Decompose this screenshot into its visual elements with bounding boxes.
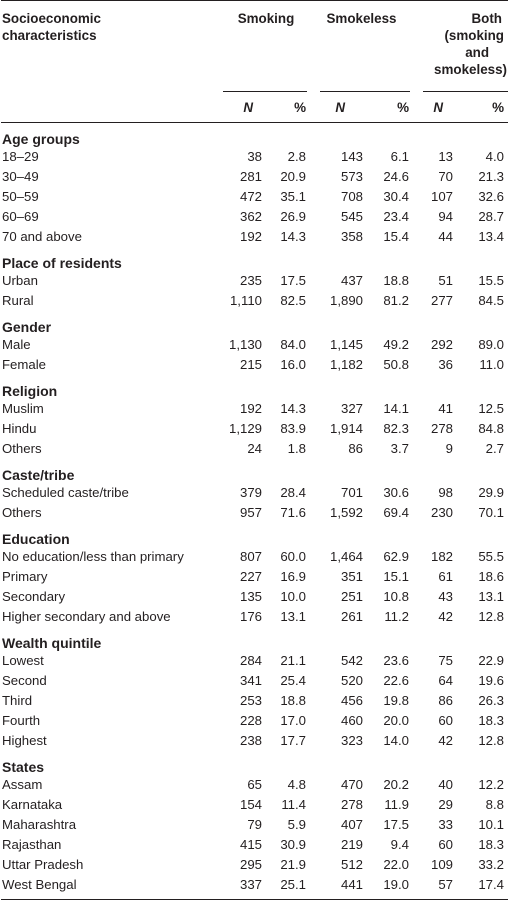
row-label: Female: [2, 357, 46, 372]
smokeless-pct-cell: 30.6: [383, 485, 409, 500]
smoking-pct-cell: 82.5: [280, 293, 306, 308]
both-pct-cell: 28.7: [478, 209, 504, 224]
table-row: [1, 547, 508, 567]
smoking-n-cell: 235: [239, 273, 262, 288]
smoking-n-cell: 472: [239, 189, 262, 204]
smokeless-n-cell: 573: [340, 169, 363, 184]
smokeless-pct-cell: 82.3: [383, 421, 409, 436]
smokeless-pct-cell: 15.4: [383, 229, 409, 244]
smokeless-pct-cell: 10.8: [383, 589, 409, 604]
smokeless-n-cell: 701: [340, 485, 363, 500]
smokeless-n-cell: 1,145: [329, 337, 363, 352]
subheader-smokeless-pct: %: [397, 99, 409, 115]
both-pct-cell: 32.6: [478, 189, 504, 204]
both-pct-cell: 12.8: [478, 609, 504, 624]
row-label: 60–69: [2, 209, 39, 224]
row-label: West Bengal: [2, 877, 77, 892]
table-row: [1, 671, 508, 691]
row-label: No education/less than primary: [2, 549, 184, 564]
both-pct-cell: 10.1: [478, 817, 504, 832]
table-row: [1, 439, 508, 459]
both-pct-cell: 33.2: [478, 857, 504, 872]
smokeless-pct-cell: 69.4: [383, 505, 409, 520]
header-both-line1: Both: [471, 11, 502, 26]
smoking-n-cell: 1,130: [228, 337, 262, 352]
row-label: Assam: [2, 777, 43, 792]
smokeless-pct-cell: 62.9: [383, 549, 409, 564]
row-label: Higher secondary and above: [2, 609, 171, 624]
both-n-cell: 13: [438, 149, 453, 164]
smoking-n-cell: 192: [239, 229, 262, 244]
smokeless-pct-cell: 14.0: [383, 733, 409, 748]
both-n-cell: 75: [438, 653, 453, 668]
section-header-row: [1, 523, 508, 547]
both-n-cell: 57: [438, 877, 453, 892]
both-pct-cell: 70.1: [478, 505, 504, 520]
header-row: [1, 1, 508, 78]
smoking-n-cell: 154: [239, 797, 262, 812]
row-label: 18–29: [2, 149, 39, 164]
smoking-n-cell: 1,110: [229, 293, 262, 308]
smoking-n-cell: 38: [247, 149, 262, 164]
smoking-pct-cell: 71.6: [280, 505, 306, 520]
smoking-pct-cell: 5.9: [287, 817, 306, 832]
table-row: [1, 711, 508, 731]
header-smokeless: [310, 1, 413, 78]
smoking-pct-cell: 17.0: [280, 713, 306, 728]
smokeless-pct-cell: 14.1: [383, 401, 409, 416]
smokeless-n-cell: 1,914: [329, 421, 363, 436]
smokeless-n-cell: 86: [348, 441, 363, 456]
smokeless-n-cell: 1,182: [329, 357, 363, 372]
table-row: [1, 691, 508, 711]
subheader-smoking-n: N: [243, 99, 253, 115]
table-row: [1, 815, 508, 835]
smokeless-n-cell: 1,890: [329, 293, 363, 308]
smoking-n-cell: 295: [239, 857, 262, 872]
table-row: [1, 775, 508, 795]
both-n-cell: 43: [438, 589, 453, 604]
both-n-cell: 51: [438, 273, 453, 288]
smoking-n-cell: 957: [239, 505, 262, 520]
both-n-cell: 182: [430, 549, 453, 564]
smokeless-n-cell: 251: [340, 589, 363, 604]
table-row: [1, 731, 508, 751]
row-label: Uttar Pradesh: [2, 857, 84, 872]
row-label: Male: [2, 337, 31, 352]
smoking-pct-cell: 83.9: [280, 421, 306, 436]
smokeless-pct-cell: 49.2: [383, 337, 409, 352]
row-label: 50–59: [2, 189, 39, 204]
smoking-pct-cell: 13.1: [280, 609, 306, 624]
section-header-row: [1, 459, 508, 483]
both-pct-cell: 12.8: [478, 733, 504, 748]
both-pct-cell: 2.7: [485, 441, 504, 456]
both-n-cell: 64: [438, 673, 453, 688]
table-row: [1, 567, 508, 587]
smokeless-pct-cell: 18.8: [383, 273, 409, 288]
header-both-line4: smokeless): [434, 62, 507, 77]
smoking-n-cell: 65: [247, 777, 262, 792]
smokeless-n-cell: 520: [340, 673, 363, 688]
both-n-cell: 9: [445, 441, 453, 456]
row-label: Hindu: [2, 421, 37, 436]
header-smokeless-text: Smokeless: [326, 11, 397, 26]
smokeless-pct-cell: 11.9: [384, 797, 409, 812]
smokeless-pct-cell: 6.1: [390, 149, 409, 164]
smokeless-n-cell: 327: [340, 401, 363, 416]
both-pct-cell: 26.3: [478, 693, 504, 708]
row-label: Secondary: [2, 589, 66, 604]
smoking-pct-cell: 17.5: [280, 273, 306, 288]
both-n-cell: 61: [438, 569, 453, 584]
smokeless-n-cell: 460: [340, 713, 363, 728]
smokeless-pct-cell: 20.2: [383, 777, 409, 792]
smoking-pct-cell: 17.7: [280, 733, 306, 748]
row-label: Third: [2, 693, 33, 708]
both-pct-cell: 12.5: [478, 401, 504, 416]
row-label: Rural: [2, 293, 34, 308]
smokeless-pct-cell: 17.5: [383, 817, 409, 832]
smokeless-pct-cell: 15.1: [383, 569, 409, 584]
both-pct-cell: 4.0: [485, 149, 504, 164]
section-header-row: [1, 751, 508, 775]
both-pct-cell: 13.4: [478, 229, 504, 244]
row-label: Lowest: [2, 653, 44, 668]
section-title: Wealth quintile: [2, 635, 102, 651]
smoking-pct-cell: 16.9: [280, 569, 306, 584]
smokeless-pct-cell: 22.0: [383, 857, 409, 872]
both-n-cell: 277: [430, 293, 453, 308]
smokeless-pct-cell: 23.6: [383, 653, 409, 668]
table-row: [1, 399, 508, 419]
both-pct-cell: 17.4: [478, 877, 504, 892]
smokeless-pct-cell: 19.8: [383, 693, 409, 708]
smoking-n-cell: 415: [239, 837, 262, 852]
subheader-both-pct: %: [492, 99, 504, 115]
section-header-row: [1, 375, 508, 399]
both-n-cell: 60: [438, 713, 453, 728]
both-n-cell: 29: [438, 797, 453, 812]
table-row: [1, 147, 508, 167]
smoking-n-cell: 135: [239, 589, 262, 604]
smokeless-pct-cell: 30.4: [383, 189, 409, 204]
both-pct-cell: 55.5: [478, 549, 504, 564]
smokeless-n-cell: 708: [340, 189, 363, 204]
row-label: Second: [2, 673, 47, 688]
both-pct-cell: 19.6: [478, 673, 504, 688]
smoking-pct-cell: 4.8: [287, 777, 306, 792]
data-table: [1, 0, 508, 900]
both-n-cell: 70: [438, 169, 453, 184]
smoking-pct-cell: 18.8: [280, 693, 306, 708]
smoking-pct-cell: 84.0: [280, 337, 306, 352]
row-label: Muslim: [2, 401, 44, 416]
header-label-line2: characteristics: [2, 28, 97, 43]
both-pct-cell: 15.5: [478, 273, 504, 288]
section-header-row: [1, 123, 508, 148]
smokeless-pct-cell: 50.8: [383, 357, 409, 372]
smoking-pct-cell: 28.4: [280, 485, 306, 500]
header-smoking-text: Smoking: [237, 11, 295, 26]
smokeless-n-cell: 1,464: [329, 549, 363, 564]
smoking-n-cell: 341: [239, 673, 262, 688]
row-label: Rajasthan: [2, 837, 62, 852]
smoking-n-cell: 176: [239, 609, 262, 624]
table-row: [1, 207, 508, 227]
table-row: [1, 651, 508, 671]
smokeless-n-cell: 470: [340, 777, 363, 792]
both-n-cell: 98: [438, 485, 453, 500]
smoking-n-cell: 79: [247, 817, 262, 832]
both-pct-cell: 84.5: [478, 293, 504, 308]
table-row: [1, 335, 508, 355]
section-title: States: [2, 759, 45, 775]
both-pct-cell: 18.6: [478, 569, 504, 584]
smoking-pct-cell: 21.1: [280, 653, 306, 668]
table-row: [1, 607, 508, 627]
smokeless-n-cell: 143: [340, 149, 363, 164]
section-header-row: [1, 311, 508, 335]
row-label: Scheduled caste/tribe: [2, 485, 129, 500]
table-row: [1, 355, 508, 375]
smokeless-pct-cell: 22.6: [383, 673, 409, 688]
row-label: Primary: [2, 569, 48, 584]
smoking-n-cell: 238: [239, 733, 262, 748]
section-title: Caste/tribe: [2, 467, 75, 483]
smoking-n-cell: 337: [239, 877, 262, 892]
smoking-n-cell: 227: [239, 569, 262, 584]
both-n-cell: 41: [438, 401, 453, 416]
smoking-pct-cell: 10.0: [280, 589, 306, 604]
both-pct-cell: 18.3: [478, 837, 504, 852]
table-row: [1, 483, 508, 503]
both-n-cell: 86: [438, 693, 453, 708]
smoking-pct-cell: 25.1: [280, 877, 306, 892]
smoking-pct-cell: 25.4: [280, 673, 306, 688]
both-n-cell: 107: [430, 189, 453, 204]
both-pct-cell: 84.8: [478, 421, 504, 436]
smokeless-n-cell: 278: [340, 797, 363, 812]
smokeless-n-cell: 441: [340, 877, 363, 892]
section-title: Place of residents: [2, 255, 122, 271]
smokeless-pct-cell: 11.2: [384, 609, 409, 624]
subheader-smokeless-n: N: [335, 99, 345, 115]
row-label: Urban: [2, 273, 38, 288]
both-pct-cell: 18.3: [478, 713, 504, 728]
smoking-n-cell: 379: [239, 485, 262, 500]
header-smoking: [222, 1, 310, 78]
both-n-cell: 40: [438, 777, 453, 792]
row-label: Highest: [2, 733, 47, 748]
smoking-pct-cell: 14.3: [280, 401, 306, 416]
smoking-n-cell: 253: [239, 693, 262, 708]
both-pct-cell: 12.2: [478, 777, 504, 792]
row-label: Others: [2, 505, 42, 520]
row-label: Others: [2, 441, 42, 456]
group-underline-row: [1, 78, 508, 92]
smoking-n-cell: 192: [239, 401, 262, 416]
table-row: [1, 503, 508, 523]
smokeless-n-cell: 512: [340, 857, 363, 872]
smokeless-n-cell: 437: [340, 273, 363, 288]
header-both-line3: and: [465, 45, 489, 60]
smokeless-pct-cell: 24.6: [383, 169, 409, 184]
smoking-n-cell: 284: [239, 653, 262, 668]
both-n-cell: 109: [430, 857, 453, 872]
smoking-pct-cell: 2.8: [287, 149, 306, 164]
smoking-n-cell: 215: [239, 357, 262, 372]
smoking-pct-cell: 35.1: [280, 189, 306, 204]
smokeless-pct-cell: 81.2: [383, 293, 409, 308]
both-n-cell: 230: [430, 505, 453, 520]
section-title: Religion: [2, 383, 58, 399]
section-title: Education: [2, 531, 70, 547]
smokeless-n-cell: 351: [340, 569, 363, 584]
row-label: 30–49: [2, 169, 39, 184]
smokeless-n-cell: 219: [340, 837, 363, 852]
smoking-pct-cell: 30.9: [280, 837, 306, 852]
table-row: [1, 855, 508, 875]
both-n-cell: 292: [430, 337, 453, 352]
smoking-pct-cell: 26.9: [280, 209, 306, 224]
smoking-pct-cell: 20.9: [280, 169, 306, 184]
smokeless-pct-cell: 9.4: [390, 837, 409, 852]
smoking-n-cell: 228: [239, 713, 262, 728]
both-n-cell: 42: [438, 609, 453, 624]
both-pct-cell: 29.9: [478, 485, 504, 500]
smoking-n-cell: 281: [239, 169, 262, 184]
smoking-n-cell: 807: [239, 549, 262, 564]
smokeless-pct-cell: 3.7: [390, 441, 409, 456]
table-row: [1, 227, 508, 247]
smokeless-pct-cell: 19.0: [383, 877, 409, 892]
header-label-line1: Socioeconomic: [2, 11, 101, 26]
table-row: [1, 875, 508, 895]
smoking-n-cell: 362: [239, 209, 262, 224]
row-label: Karnataka: [2, 797, 63, 812]
header-both: [413, 1, 508, 78]
both-pct-cell: 21.3: [478, 169, 504, 184]
subheader-both-n: N: [433, 99, 443, 115]
both-pct-cell: 11.0: [479, 357, 504, 372]
smokeless-n-cell: 1,592: [329, 505, 363, 520]
smokeless-n-cell: 323: [340, 733, 363, 748]
smoking-n-cell: 24: [247, 441, 262, 456]
both-pct-cell: 13.1: [478, 589, 504, 604]
both-n-cell: 44: [438, 229, 453, 244]
both-n-cell: 278: [430, 421, 453, 436]
both-pct-cell: 22.9: [478, 653, 504, 668]
smoking-pct-cell: 60.0: [280, 549, 306, 564]
smokeless-pct-cell: 23.4: [383, 209, 409, 224]
smokeless-n-cell: 456: [340, 693, 363, 708]
both-n-cell: 94: [438, 209, 453, 224]
table-row: [1, 835, 508, 855]
table-row: [1, 271, 508, 291]
smokeless-pct-cell: 20.0: [383, 713, 409, 728]
smoking-pct-cell: 14.3: [280, 229, 306, 244]
row-label: Maharashtra: [2, 817, 77, 832]
smokeless-n-cell: 407: [340, 817, 363, 832]
section-header-row: [1, 247, 508, 271]
both-n-cell: 36: [438, 357, 453, 372]
smoking-pct-cell: 11.4: [281, 797, 306, 812]
subheader-row: [1, 92, 508, 122]
table-row: [1, 419, 508, 439]
both-n-cell: 60: [438, 837, 453, 852]
table-body: [1, 123, 508, 900]
header-both-line2: (smoking: [444, 28, 504, 43]
section-header-row: [1, 627, 508, 651]
bottom-rule: [1, 895, 508, 900]
both-n-cell: 42: [438, 733, 453, 748]
row-label: 70 and above: [2, 229, 82, 244]
smokeless-n-cell: 261: [340, 609, 363, 624]
smokeless-n-cell: 542: [340, 653, 363, 668]
smokeless-n-cell: 358: [340, 229, 363, 244]
section-title: Gender: [2, 319, 52, 335]
subheader-smoking-pct: %: [294, 99, 306, 115]
smoking-pct-cell: 21.9: [280, 857, 306, 872]
header-label: [1, 1, 222, 78]
table-row: [1, 291, 508, 311]
smoking-pct-cell: 16.0: [280, 357, 306, 372]
both-n-cell: 33: [438, 817, 453, 832]
both-pct-cell: 8.8: [485, 797, 504, 812]
table-row: [1, 795, 508, 815]
both-pct-cell: 89.0: [478, 337, 504, 352]
table-row: [1, 587, 508, 607]
smoking-n-cell: 1,129: [228, 421, 262, 436]
table-row: [1, 187, 508, 207]
smokeless-n-cell: 545: [340, 209, 363, 224]
row-label: Fourth: [2, 713, 41, 728]
section-title: Age groups: [2, 131, 80, 147]
table-row: [1, 167, 508, 187]
smoking-pct-cell: 1.8: [287, 441, 306, 456]
